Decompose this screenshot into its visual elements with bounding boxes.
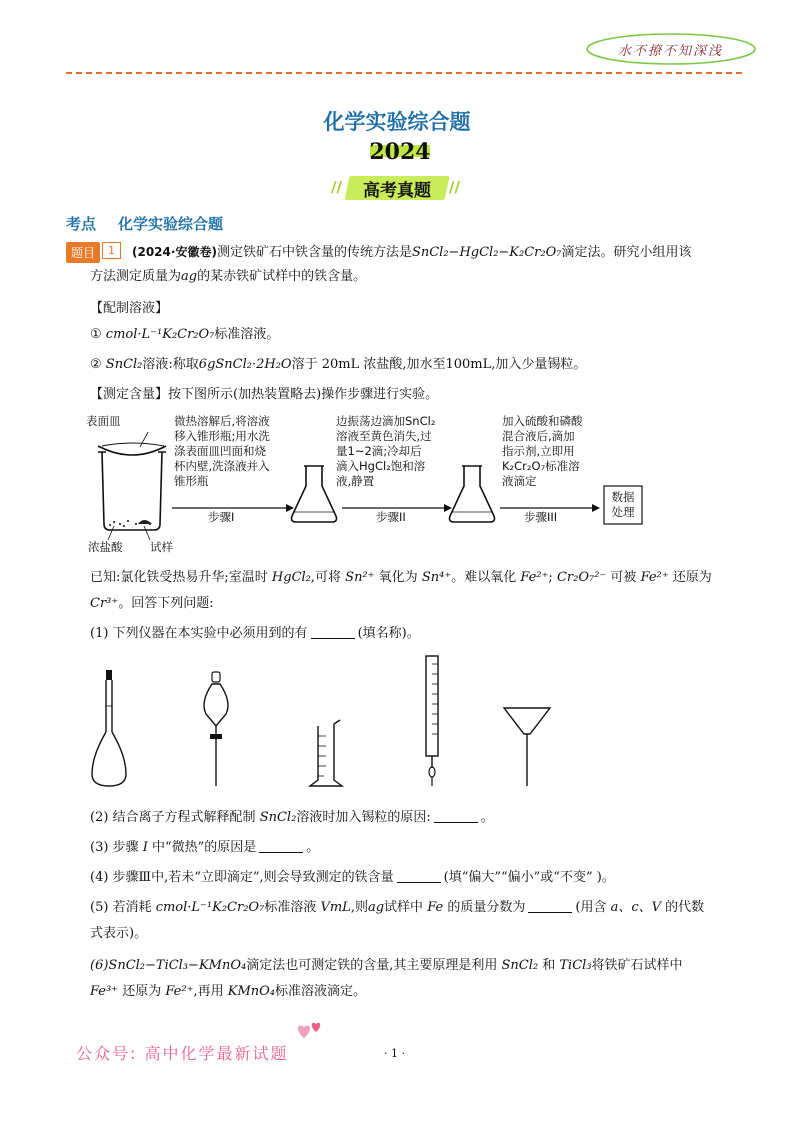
- prep-item-2: ② SnCl₂溶液:称取6gSnCl₂·2H₂O溶于 20mL 浓盐酸,加水至100mL,加入少量锡粒。: [90, 357, 587, 372]
- instrument-row: [84, 652, 584, 792]
- question-5: (5) 若消耗 cmol·L⁻¹K₂Cr₂O₇标准溶液 VmL,则ag试样中 Fe 的质量分数为 (用含 a、c、V 的代数: [90, 900, 705, 915]
- conc-hcl-label: 浓盐酸: [88, 540, 123, 554]
- graduated-cylinder-icon: [310, 720, 342, 786]
- hearts-icon: [296, 1018, 326, 1040]
- section-heading: [66, 213, 223, 234]
- year-badge: [360, 139, 440, 167]
- procedure-diagram: [84, 412, 644, 562]
- watch-glass-label: 表面皿: [86, 414, 121, 428]
- question-4: (4) 步骤Ⅲ中,若未“立即滴定”,则会导致测定的铁含量 (填“偏大”“偏小”或“不变” )。: [90, 870, 615, 885]
- banner: // // 高考真题: [331, 178, 460, 201]
- banner-text: 高考真题: [363, 181, 431, 201]
- question-number: 1: [102, 242, 121, 259]
- measure-heading: 【测定含量】按下图所示(加热装置略去)操作步骤进行实验。: [90, 387, 439, 402]
- kaodian-label: 考点: [66, 215, 97, 233]
- brand-text: 水不撩不知深浅: [618, 44, 724, 59]
- step3-label: 步骤III: [524, 510, 558, 524]
- known-line-2: Cr³⁺。回答下列问题:: [90, 596, 214, 611]
- step1-label: 步骤I: [208, 510, 235, 524]
- question-tag-label: 题目: [66, 242, 100, 263]
- step3-description: 加入硫酸和磷酸 混合液后,滴加 指示剂,立即用 K₂Cr₂O₇标准溶 液滴定: [502, 414, 583, 488]
- prep-heading: 【配制溶液】: [90, 301, 169, 316]
- intro-line-1: (2024·安徽卷)测定铁矿石中铁含量的传统方法是SnCl₂−HgCl₂−K₂Cr₂O₇滴定法。研究小组用该: [132, 245, 692, 260]
- step2-description: 边振荡边滴加SnCl₂ 溶液至黄色消失,过 量1~2滴;冷却后 滴入HgCl₂饱和溶 液,静置: [336, 414, 436, 488]
- question-3: (3) 步骤 I 中“微热”的原因是 。: [90, 840, 320, 855]
- intro-line-2: 方法测定质量为ag的某赤铁矿试样中的铁含量。: [90, 269, 367, 284]
- question-tag: [66, 242, 121, 262]
- question-5-line-2: 式表示)。: [90, 926, 148, 941]
- data-processing-box: 数据 处理: [611, 490, 635, 519]
- year-text: 2024: [369, 139, 431, 165]
- sample-label: 试样: [150, 540, 173, 554]
- question-6-line-2: Fe³⁺ 还原为 Fe²⁺,再用 KMnO₄标准溶液滴定。: [90, 984, 367, 999]
- burette-icon: [426, 656, 438, 786]
- step2-label: 步骤II: [376, 510, 406, 524]
- brand-logo: [584, 32, 758, 66]
- question-1: (1) 下列仪器在本实验中必须用到的有 (填名称)。: [90, 626, 420, 641]
- header-divider: [66, 72, 742, 74]
- volumetric-flask-icon: [92, 670, 126, 786]
- question-2: (2) 结合离子方程式解释配制 SnCl₂溶液时加入锡粒的原因: 。: [90, 810, 494, 825]
- known-line-1: 已知:氯化铁受热易升华;室温时 HgCl₂,可将 Sn²⁺ 氧化为 Sn⁴⁺。难以氧化 Fe²⁺; Cr₂O₇²⁻ 可被 Fe²⁺ 还原为: [90, 570, 712, 585]
- separatory-funnel-icon: [204, 672, 228, 786]
- page-title: 化学实验综合题: [323, 110, 471, 134]
- prep-item-1: ① cmol·L⁻¹K₂Cr₂O₇标准溶液。: [90, 327, 280, 342]
- funnel-icon: [504, 708, 550, 786]
- page-number: · 1 ·: [384, 1047, 405, 1060]
- section-topic: 化学实验综合题: [118, 215, 224, 233]
- footer-wechat: 公众号: 高中化学最新试题: [76, 1044, 289, 1063]
- question-6: (6)SnCl₂−TiCl₃−KMnO₄滴定法也可测定铁的含量,其主要原理是利用 SnCl₂ 和 TiCl₃将铁矿石试样中: [90, 958, 683, 973]
- step1-description: 微热溶解后,将溶液 移入锥形瓶;用水洗 涤表面皿凹面和烧 杯内壁,洗涤液并入 锥形瓶: [174, 414, 270, 488]
